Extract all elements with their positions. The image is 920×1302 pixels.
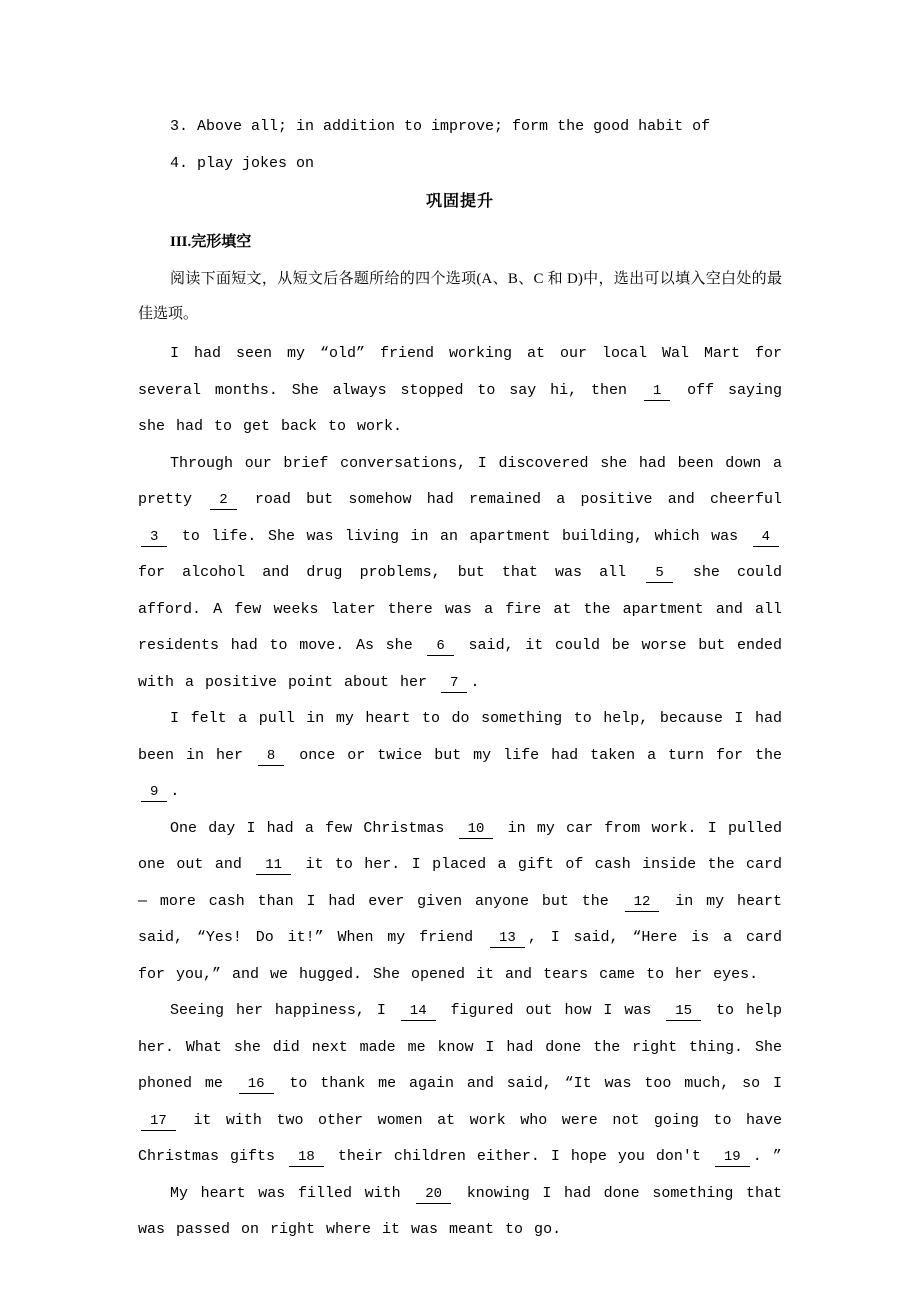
cloze-blank-14: 14 <box>401 1003 436 1021</box>
passage-paragraph: I had seen my “old” friend working at our local Wal Mart for several months. She always stopped to say hi, then 1 off saying she had to get back to work. <box>138 345 782 435</box>
cloze-blank-16: 16 <box>239 1076 274 1094</box>
cloze-blank-19: 19 <box>715 1149 750 1167</box>
passage-paragraph: Seeing her happiness, I 14 figured out how I was 15 to help her. What she did next made me know I had done the right thing. She phoned me 16 to thank me again and said, “It was too much, so I 17 it with two other women at work who were not going to have Christmas gifts 18 their children either. I hope you don't 19 . ” <box>138 1002 783 1165</box>
cloze-blank-2: 2 <box>210 492 236 510</box>
cloze-blank-8: 8 <box>258 748 284 766</box>
passage-paragraph: Through our brief conversations, I discovered she had been down a pretty 2 road but somehow had remained a positive and cheerful 3 to life. She was living in an apartment building, which was 4 for alcohol and drug problems, but that was all 5 she could afford. A few weeks later there was a fire at the apartment and all residents had to move. As she 6 said, it could be worse but ended with a positive point about her 7 . <box>138 454 783 691</box>
subsection-heading: III.完形填空 <box>170 234 252 250</box>
passage-paragraph: My heart was filled with 20 knowing I had done something that was passed on right where it was meant to go. <box>138 1184 782 1238</box>
cloze-blank-4: 4 <box>753 529 779 547</box>
cloze-blank-11: 11 <box>256 857 291 875</box>
section-heading: 巩固提升 <box>425 193 494 210</box>
cloze-blank-18: 18 <box>289 1149 324 1167</box>
instructions-text: 阅读下面短文，从短文后各题所给的四个选项(A、B、C 和 D)中，选出可以填入空白处的最佳选项。 <box>138 271 782 322</box>
cloze-blank-6: 6 <box>427 638 453 656</box>
cloze-blank-17: 17 <box>141 1113 176 1131</box>
passage <box>138 336 782 1249</box>
cloze-blank-5: 5 <box>646 565 672 583</box>
cloze-blank-9: 9 <box>141 784 167 802</box>
passage-paragraph: One day I had a few Christmas 10 in my car from work. I pulled one out and 11 it to her. I placed a gift of cash inside the card— more cash than I had ever given anyone but the 12 in my heart said, “Yes! Do it!” When my friend 13 , I said, “Here is a card for you,” and we hugged. She opened it and tears came to her eyes. <box>138 819 782 983</box>
note-line-3: 3. Above all; in addition to improve; form the good habit of <box>170 118 711 135</box>
note-line-4: 4. play jokes on <box>170 155 315 172</box>
passage-paragraph: I felt a pull in my heart to do something to help, because I had been in her 8 once or twice but my life had taken a turn for the 9 . <box>138 710 782 800</box>
cloze-blank-7: 7 <box>441 675 467 693</box>
cloze-blank-10: 10 <box>459 821 494 839</box>
cloze-blank-12: 12 <box>625 894 660 912</box>
cloze-blank-3: 3 <box>141 529 167 547</box>
cloze-blank-13: 13 <box>490 930 525 948</box>
cloze-blank-1: 1 <box>644 383 670 401</box>
cloze-blank-20: 20 <box>416 1186 451 1204</box>
cloze-blank-15: 15 <box>666 1003 701 1021</box>
